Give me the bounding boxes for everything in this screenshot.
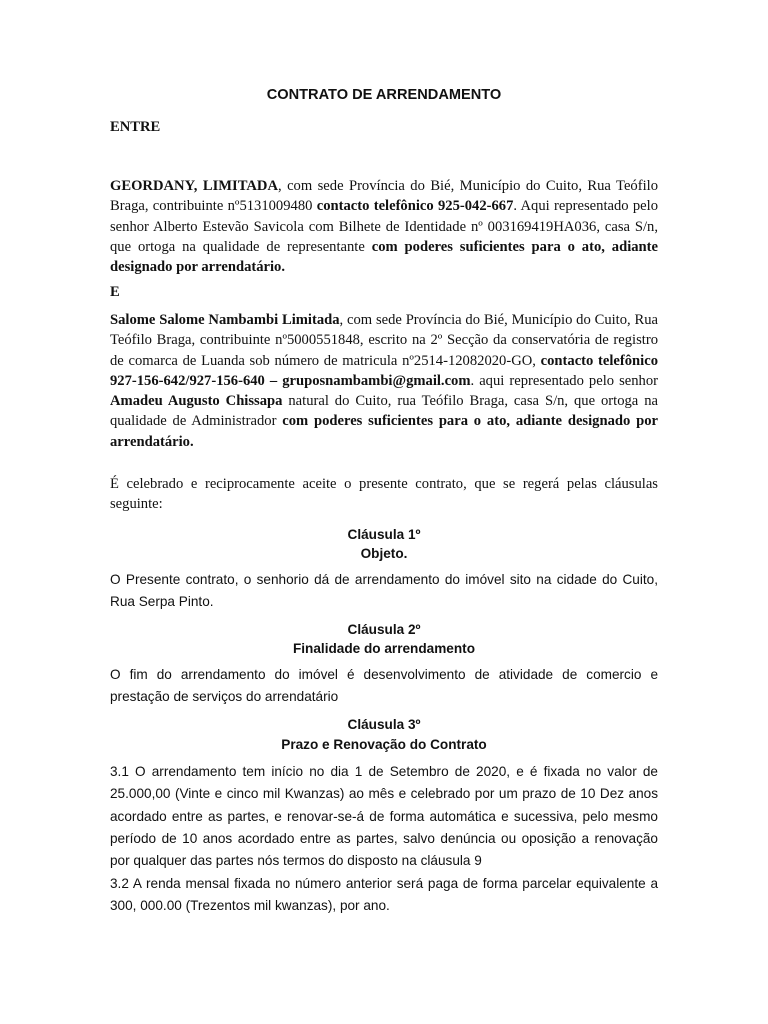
party1-name: GEORDANY, LIMITADA: [110, 178, 278, 194]
party1-contact: contacto telefônico 925-042-667: [316, 198, 514, 215]
clause-1-heading: Objeto.: [360, 546, 408, 561]
party2-contact: contacto telefônico 927-156-642/927-156-640 – gruposnambambi@gmail.com: [110, 352, 658, 389]
party2-name: Salome Salome Nambambi Limitada: [110, 312, 340, 328]
clause-1-paragraph: O Presente contrato, o senhorio dá de arrendamento do imóvel sito na cidade do Cuito, Rua Serpa Pinto.: [110, 572, 658, 610]
clause-3-number: Cláusula 3º: [347, 717, 421, 732]
party1-powers: com poderes suficientes para o ato, adiante designado por arrendatário.: [110, 238, 659, 276]
clause-3-paragraph-1: 3.1 O arrendamento tem início no dia 1 de Setembro de 2020, e é fixada no valor de 25.000,00 (Vinte e cinco mil Kwanzas) ao mês e celebrado por um prazo de 10 Dez anos acordado entre as partes, e renovar-se-á de forma automática e sucessiva, pelo mesmo período de 10 anos acordado entre as partes, salvo denúncia ou oposição a renovação por qualquer das partes nós termos do disposto na cláusula 9: [110, 764, 658, 869]
party2-text-a: , com sede Província do Bié, Município do Cuito, Rua Teófilo Braga, contribuinte nº5000551848, escrito na 2º Secção da conservatória de registro de comarca de Luanda sob número de matricula nº2514-12082020-GO,: [110, 312, 658, 369]
clause-2-heading: Finalidade do arrendamento: [292, 641, 476, 656]
party2-rep-name: Amadeu Augusto Chissapa: [110, 393, 283, 410]
party1-text-b: . Aqui representado pelo senhor Alberto Estevão Savicola com Bilhete de Identidade nº 003169419HA036, casa S/n, que ortoga na qualidade de representante: [110, 198, 658, 255]
clause-1-number: Cláusula 1º: [347, 527, 421, 542]
e-label: E: [110, 284, 120, 300]
entre-label: ENTRE: [110, 119, 161, 135]
party2-paragraph: [110, 310, 658, 452]
party2-powers: com poderes suficientes para o ato, adiante designado por arrendatário.: [110, 413, 658, 450]
party2-text-b: . aqui representado pelo senhor: [470, 372, 658, 389]
party1-paragraph: [110, 176, 658, 277]
party2-text-c: natural do Cuito, rua Teófilo Braga, casa S/n, que ortoga na qualidade de Administrador: [110, 393, 658, 430]
document-title: CONTRATO DE ARRENDAMENTO: [266, 87, 502, 103]
clause-3-heading: Prazo e Renovação do Contrato: [281, 737, 487, 752]
clause-3-paragraph-2: 3.2 A renda mensal fixada no número anterior será paga de forma parcelar equivalente a 300, 000.00 (Trezentos mil kwanzas), por ano.: [110, 876, 658, 914]
celebrado-paragraph: É celebrado e reciprocamente aceite o presente contrato, que se regerá pelas cláusulas seguinte:: [110, 476, 658, 513]
clause-2-paragraph: O fim do arrendamento do imóvel é desenvolvimento de atividade de comercio e prestação de serviços do arrendatário: [110, 667, 658, 705]
party1-text-a: , com sede Província do Bié, Município do Cuito, Rua Teófilo Braga, contribuinte nº5131009480: [110, 178, 658, 215]
clause-2-number: Cláusula 2º: [347, 622, 421, 637]
